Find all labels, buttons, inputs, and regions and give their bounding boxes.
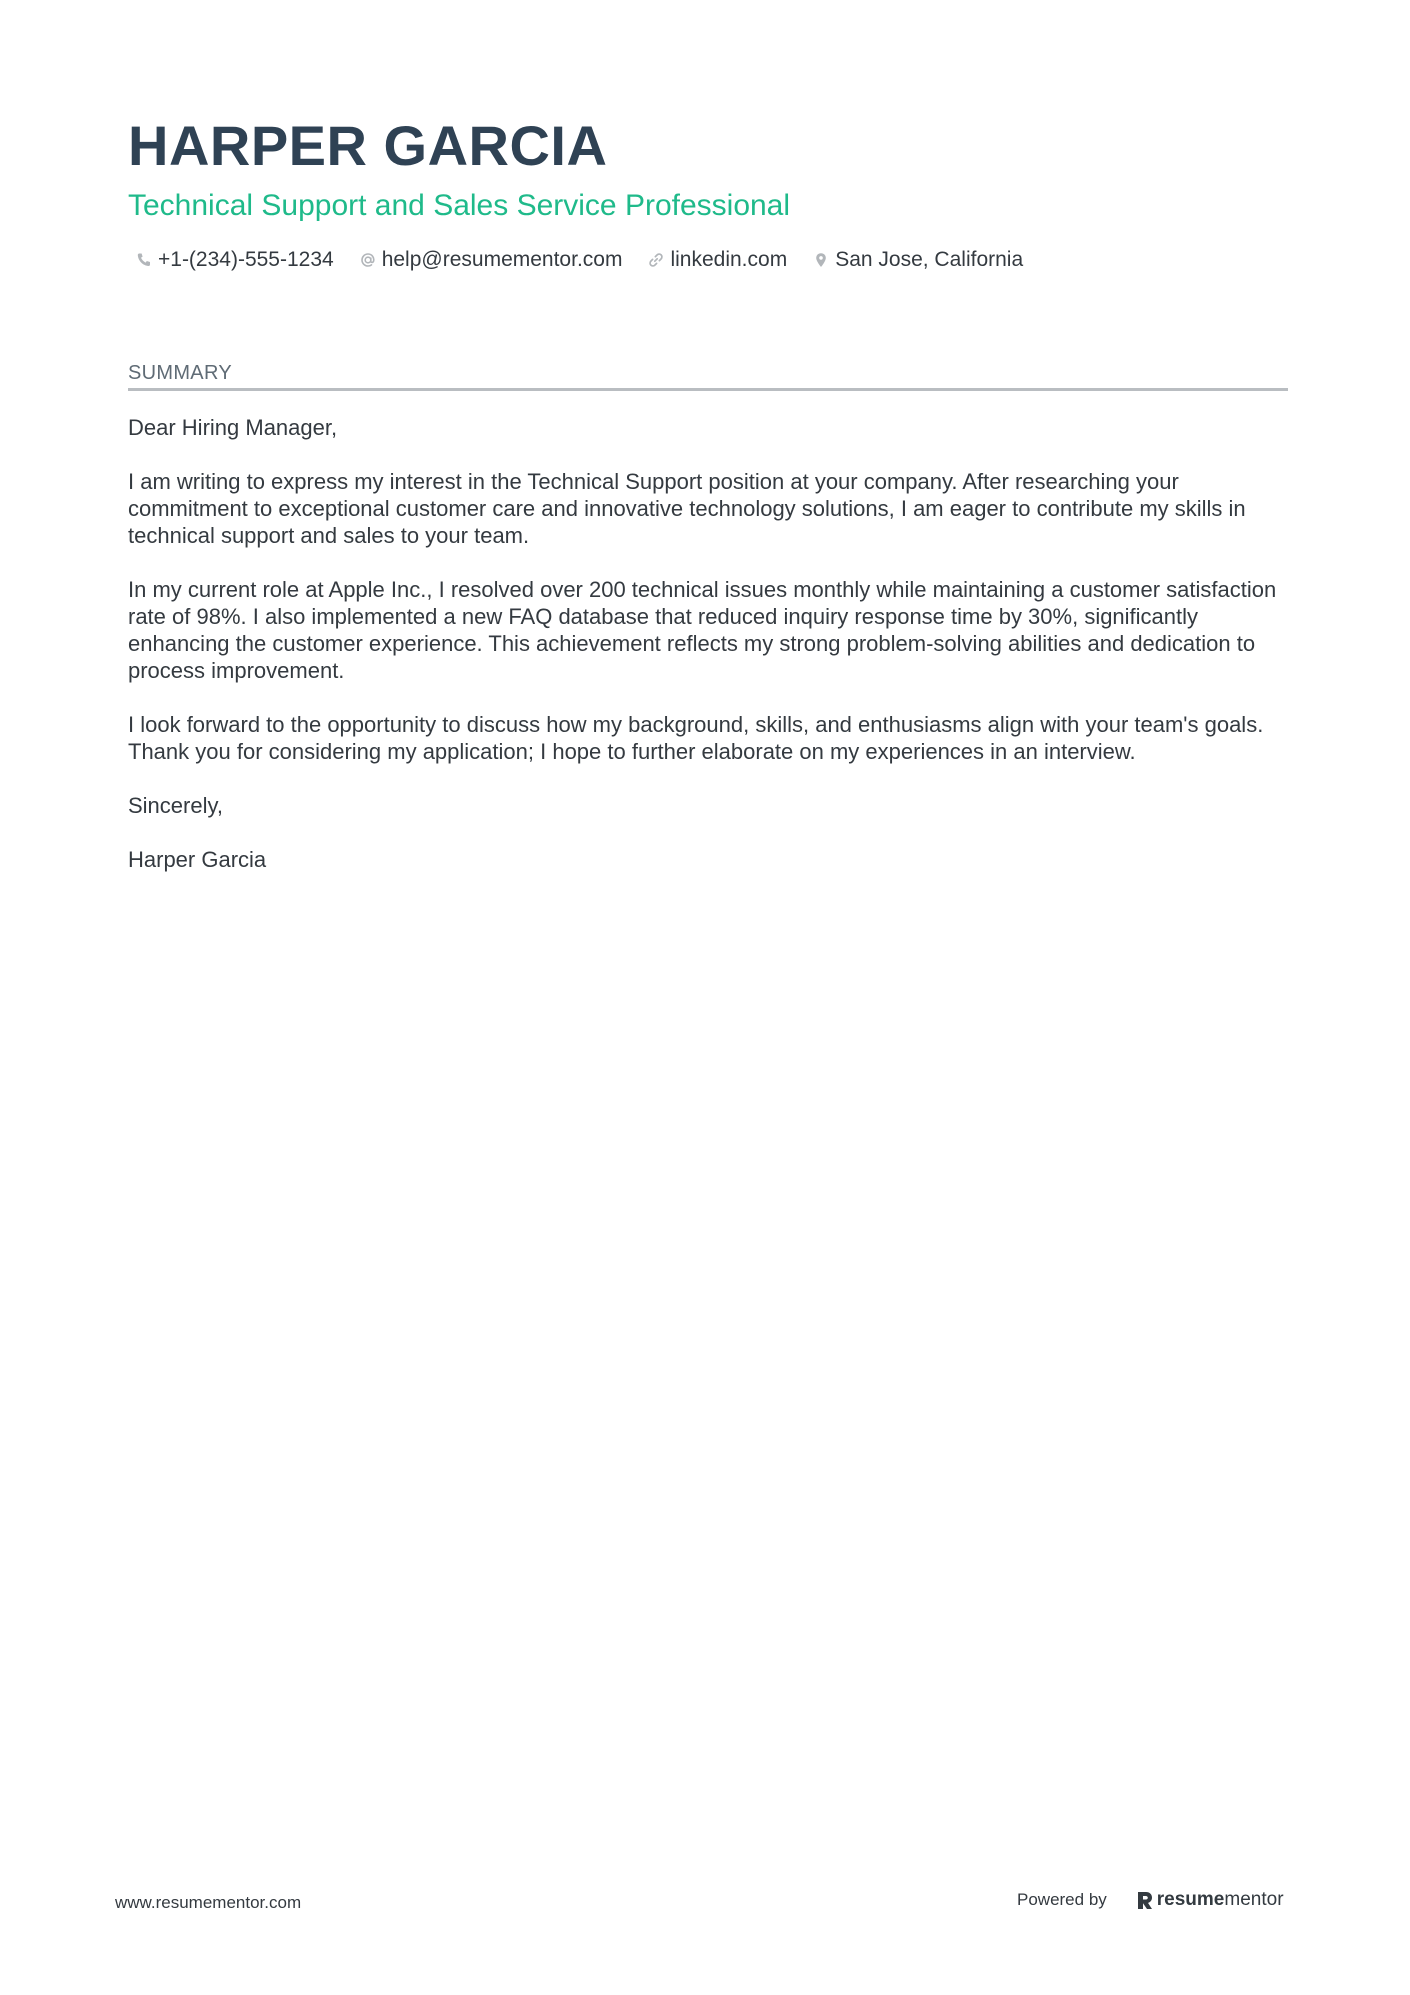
footer-branding: [1017, 1889, 1284, 1911]
linkedin-text[interactable]: linkedin.com: [670, 248, 788, 271]
letter-signature: Harper Garcia: [128, 847, 267, 872]
footer-website[interactable]: www.resumementor.com: [115, 1893, 302, 1912]
contact-phone: [136, 246, 334, 274]
contact-bar: [136, 246, 1023, 274]
candidate-name: HARPER GARCIA: [128, 114, 608, 177]
contact-email[interactable]: [360, 246, 623, 274]
location-text: San Jose, California: [835, 248, 1024, 271]
brand-logo[interactable]: [1137, 1889, 1284, 1911]
phone-icon: [136, 252, 152, 268]
letter-paragraph-2: In my current role at Apple Inc., I resolved over 200 technical issues monthly while maintaining a customer satisfaction rate of 98%. I also implemented a new FAQ database that reduced inquiry response time by 30%, significantly enhancing the customer experience. This achievement reflects my strong problem-solving abilities and dedication to process improvement.: [128, 577, 1277, 683]
powered-by-label: Powered by: [1017, 1890, 1107, 1909]
summary-heading: SUMMARY: [128, 360, 1288, 391]
candidate-title: Technical Support and Sales Service Professional: [128, 189, 791, 222]
letter-paragraph-3: I look forward to the opportunity to discuss how my background, skills, and enthusiasms align with your team's goals. Thank you for considering my application; I hope to further elaborate on my experiences in an interview.: [128, 712, 1264, 764]
letter-body: [128, 414, 1288, 900]
phone-text: +1-(234)-555-1234: [158, 248, 334, 271]
resumementor-logo-icon: [1137, 1890, 1153, 1910]
map-pin-icon: [813, 252, 829, 268]
letter-closing: Sincerely,: [128, 793, 223, 818]
letter-paragraph-1: I am writing to express my interest in the Technical Support position at your company. After researching your commitment to exceptional customer care and innovative technology solutions, I am eager to contribute my skills in technical support and sales to your team.: [128, 469, 1246, 548]
letter-greeting: Dear Hiring Manager,: [128, 415, 338, 440]
at-sign-icon: [360, 252, 376, 268]
contact-linkedin[interactable]: [648, 246, 787, 274]
brand-name-light: mentor: [1224, 1889, 1284, 1910]
link-icon: [648, 252, 664, 268]
brand-name-bold: resume: [1156, 1889, 1225, 1910]
email-text[interactable]: help@resumementor.com: [381, 248, 623, 271]
contact-location: [813, 246, 1023, 274]
